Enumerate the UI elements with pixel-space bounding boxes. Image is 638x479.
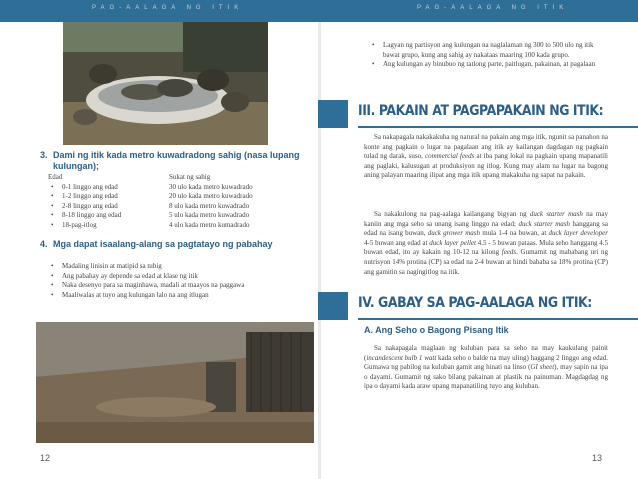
section-iv-rule	[358, 318, 638, 320]
list-item: • Ang kulungan ay binubuo ng tatlong parte, paitlugan, pakainan, at pagalaan	[369, 60, 607, 70]
section-3-heading	[40, 150, 308, 172]
density-table	[48, 173, 318, 231]
housing-considerations-list	[48, 262, 310, 300]
density-space: 8 ulo kada metro kuwadrado	[169, 201, 250, 210]
section-4-heading	[40, 239, 308, 250]
section-4-title: Mga dapat isaalang-alang sa pagtatayo ng pabahay	[53, 239, 273, 249]
list-item: • Maaliwalas at tuyo ang kulungan lalo na ang itlugan	[48, 291, 310, 301]
running-head-left: PAG-AALAGA NG ITIK	[92, 5, 244, 11]
density-table-row: 8-18 linggo ang edad • 5 ulo kada metro kuwadrado	[48, 211, 318, 221]
section-3-title: Dami ng itik kada metro kuwadradong sahig (nasa lupang kulungan);	[53, 150, 300, 171]
density-space: 4 ulo kada metro kumadrado	[169, 220, 250, 229]
density-table-row: 18-pag-itlog • 4 ulo kada metro kumadrado	[48, 221, 318, 231]
list-item: • Lagyan ng partisyon ang kulungan na naglalaman ng 300 to 500 ulo ng itik bawat grupo, kung ang sahig ay nakataas maaring 100 kada grupo.	[369, 41, 607, 60]
section-iii-accent-bar	[318, 100, 348, 128]
ducks-basin-photo	[63, 22, 268, 145]
density-age: 8-18 linggo ang edad	[62, 211, 122, 220]
section-iii-rule	[358, 126, 638, 128]
list-item: • Naka desenyo para sa maginhawa, madali at maayos na paggawa	[48, 281, 310, 291]
duck-house-photo	[36, 322, 314, 443]
list-item: • Ang pabahay ay depende sa edad at klase ng itik	[48, 272, 310, 282]
density-space: 20 ulo kada metro kuwadrado	[169, 192, 253, 201]
density-table-row: 1-2 linggo ang edad • 20 ulo kada metro kuwadrado	[48, 192, 318, 202]
density-table-row: 0-1 linggo ang edad • 30 ulo kada metro kuwadrado	[48, 183, 318, 193]
section-iii-title: III. PAKAIN AT PAGPAPAKAIN NG ITIK:	[358, 103, 604, 119]
section-iv-accent-bar	[318, 292, 348, 320]
density-age: 18-pag-itlog	[62, 220, 97, 229]
page-number-left: 12	[40, 453, 51, 463]
running-head-right: PAG-AALAGA NG ITIK	[417, 5, 569, 11]
feeding-paragraph-2: Sa nakakulong na pag-aalaga kailangang bigyan ng duck starter mash na may kaniin ang mga seho sa unang isang linggo na edad; duck starter mash hanggang sa edad na isang buwan, duck grower mash mula 1-4 na buwan, at duck layer developer 4-5 buwan ang edad at duck layer pellet 4.5 - 5 buwan pataas. Mula seho hanggang 4.5 buwan edad, ito ay kakain ng 10-12 na kilong feeds. Gumamit ng mababang uri ng nutrisyon 14% protina (CP) sa edad na 2-4 buwan at hindi bababa sa 18% protina (CP) ang gamitin sa nagingitlog na itik.	[364, 210, 609, 276]
duckling-paragraph: Sa nakapagala maglaan ng kuluban para sa seho na may kaukulang painit (incandescent bulb 1 watt kada seho o balde na may uling) haggang 2 linggo ang edad. Gumawa ng pabilog na kuluban gamit ang hinati na linso (GI sheet), may sapin na ipa o dayami. Gumamit ng sako bilang pakainan at plastik na painuman. Magdagdag ng ipa o dayami kada araw upang mapanatiling tuyo ang kuluban.	[364, 344, 608, 391]
density-table-row: 2-8 linggo ang edad • 8 ulo kada metro kuwadrado	[48, 202, 318, 212]
feeding-paragraph-1: Sa nakapagala nakakakuha ng natural na pakain ang mga itik, ngunit sa panahon na konte ang pagkain o lugar na pagalaan ang itik ay kailangan dagdagan ng pagkain tulad ng darak, suso, commercial feeds at iba pang lokal na pagkain upang mapanatili ang paglaki, kalusugan at produksiyon ng itlog. Kung may alam na lugar na bagong aning palayan maaring ilipat ang mga itik upang makakuha ng sapat na pakain.	[364, 133, 609, 180]
subsection-a-heading: A. Ang Seho o Bagong Pisang Itik	[364, 325, 509, 335]
header-bar	[0, 0, 638, 22]
section-4-number: 4.	[40, 239, 48, 249]
section-iv-title: IV. GABAY SA PAG-AALAGA NG ITIK:	[358, 295, 592, 311]
density-age: 1-2 linggo ang edad	[62, 192, 118, 201]
density-col-space: Sukat ng sahig	[169, 173, 211, 181]
density-col-age: Edad	[48, 173, 63, 181]
section-iv-banner	[318, 292, 638, 320]
list-item: • Madaling linisin at matipid sa tubig	[48, 262, 310, 272]
density-age: 0-1 linggo ang edad	[62, 182, 118, 191]
partition-notes-list	[369, 41, 607, 70]
section-iii-banner	[318, 100, 638, 128]
page-gutter	[318, 22, 321, 479]
density-table-head	[48, 173, 318, 183]
section-3-number: 3.	[40, 150, 48, 160]
density-space: 5 ulo kada metro kuwadrado	[169, 211, 250, 220]
density-age: 2-8 linggo ang edad	[62, 201, 118, 210]
density-space: 30 ulo kada metro kuwadrado	[169, 182, 253, 191]
page-number-right: 13	[592, 453, 603, 463]
